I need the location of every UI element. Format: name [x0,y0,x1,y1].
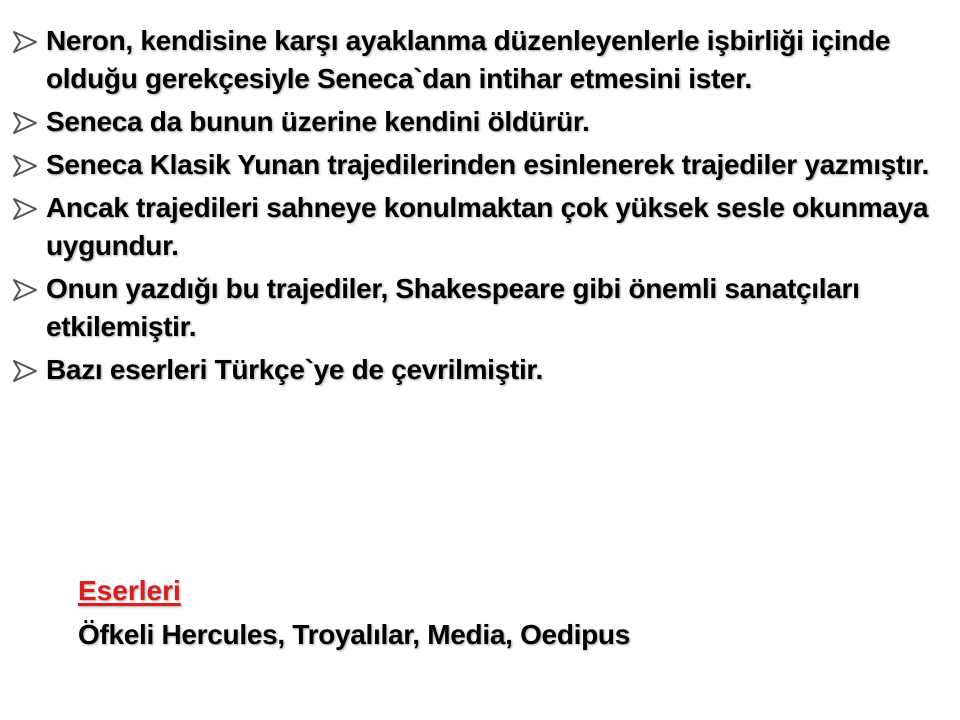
works-list: Öfkeli Hercules, Troyalılar, Media, Oedipus [78,619,630,650]
bullet-item [10,189,945,265]
works-heading: Eserleri [78,575,181,606]
arrow-bullet-icon [12,197,38,221]
arrow-bullet-icon [12,111,38,135]
bullet-item [10,270,945,346]
bullet-text: Seneca da bunun üzerine kendini öldürür. [46,106,590,137]
bullet-text: Onun yazdığı bu trajediler, Shakespeare gibi önemli sanatçıları etkilemiştir. [46,273,860,342]
arrow-bullet-icon [12,154,38,178]
bullet-text: Seneca Klasik Yunan trajedilerinden esinlenerek trajediler yazmıştır. [46,149,929,180]
works-section [78,572,938,654]
bullet-item [10,146,945,184]
bullet-text: Neron, kendisine karşı ayaklanma düzenleyenlerle işbirliği içinde olduğu gerekçesiyle Seneca`dan intihar etmesini ister. [46,25,891,94]
bullet-item [10,22,945,98]
arrow-bullet-icon [12,278,38,302]
bullet-item [10,351,945,389]
bullet-text: Ancak trajedileri sahneye konulmaktan çok yüksek sesle okunmaya uygundur. [46,192,929,261]
bullet-text: Bazı eserleri Türkçe`ye de çevrilmiştir. [46,354,543,385]
bullet-list [10,22,945,394]
arrow-bullet-icon [12,30,38,54]
bullet-item [10,103,945,141]
arrow-bullet-icon [12,359,38,383]
